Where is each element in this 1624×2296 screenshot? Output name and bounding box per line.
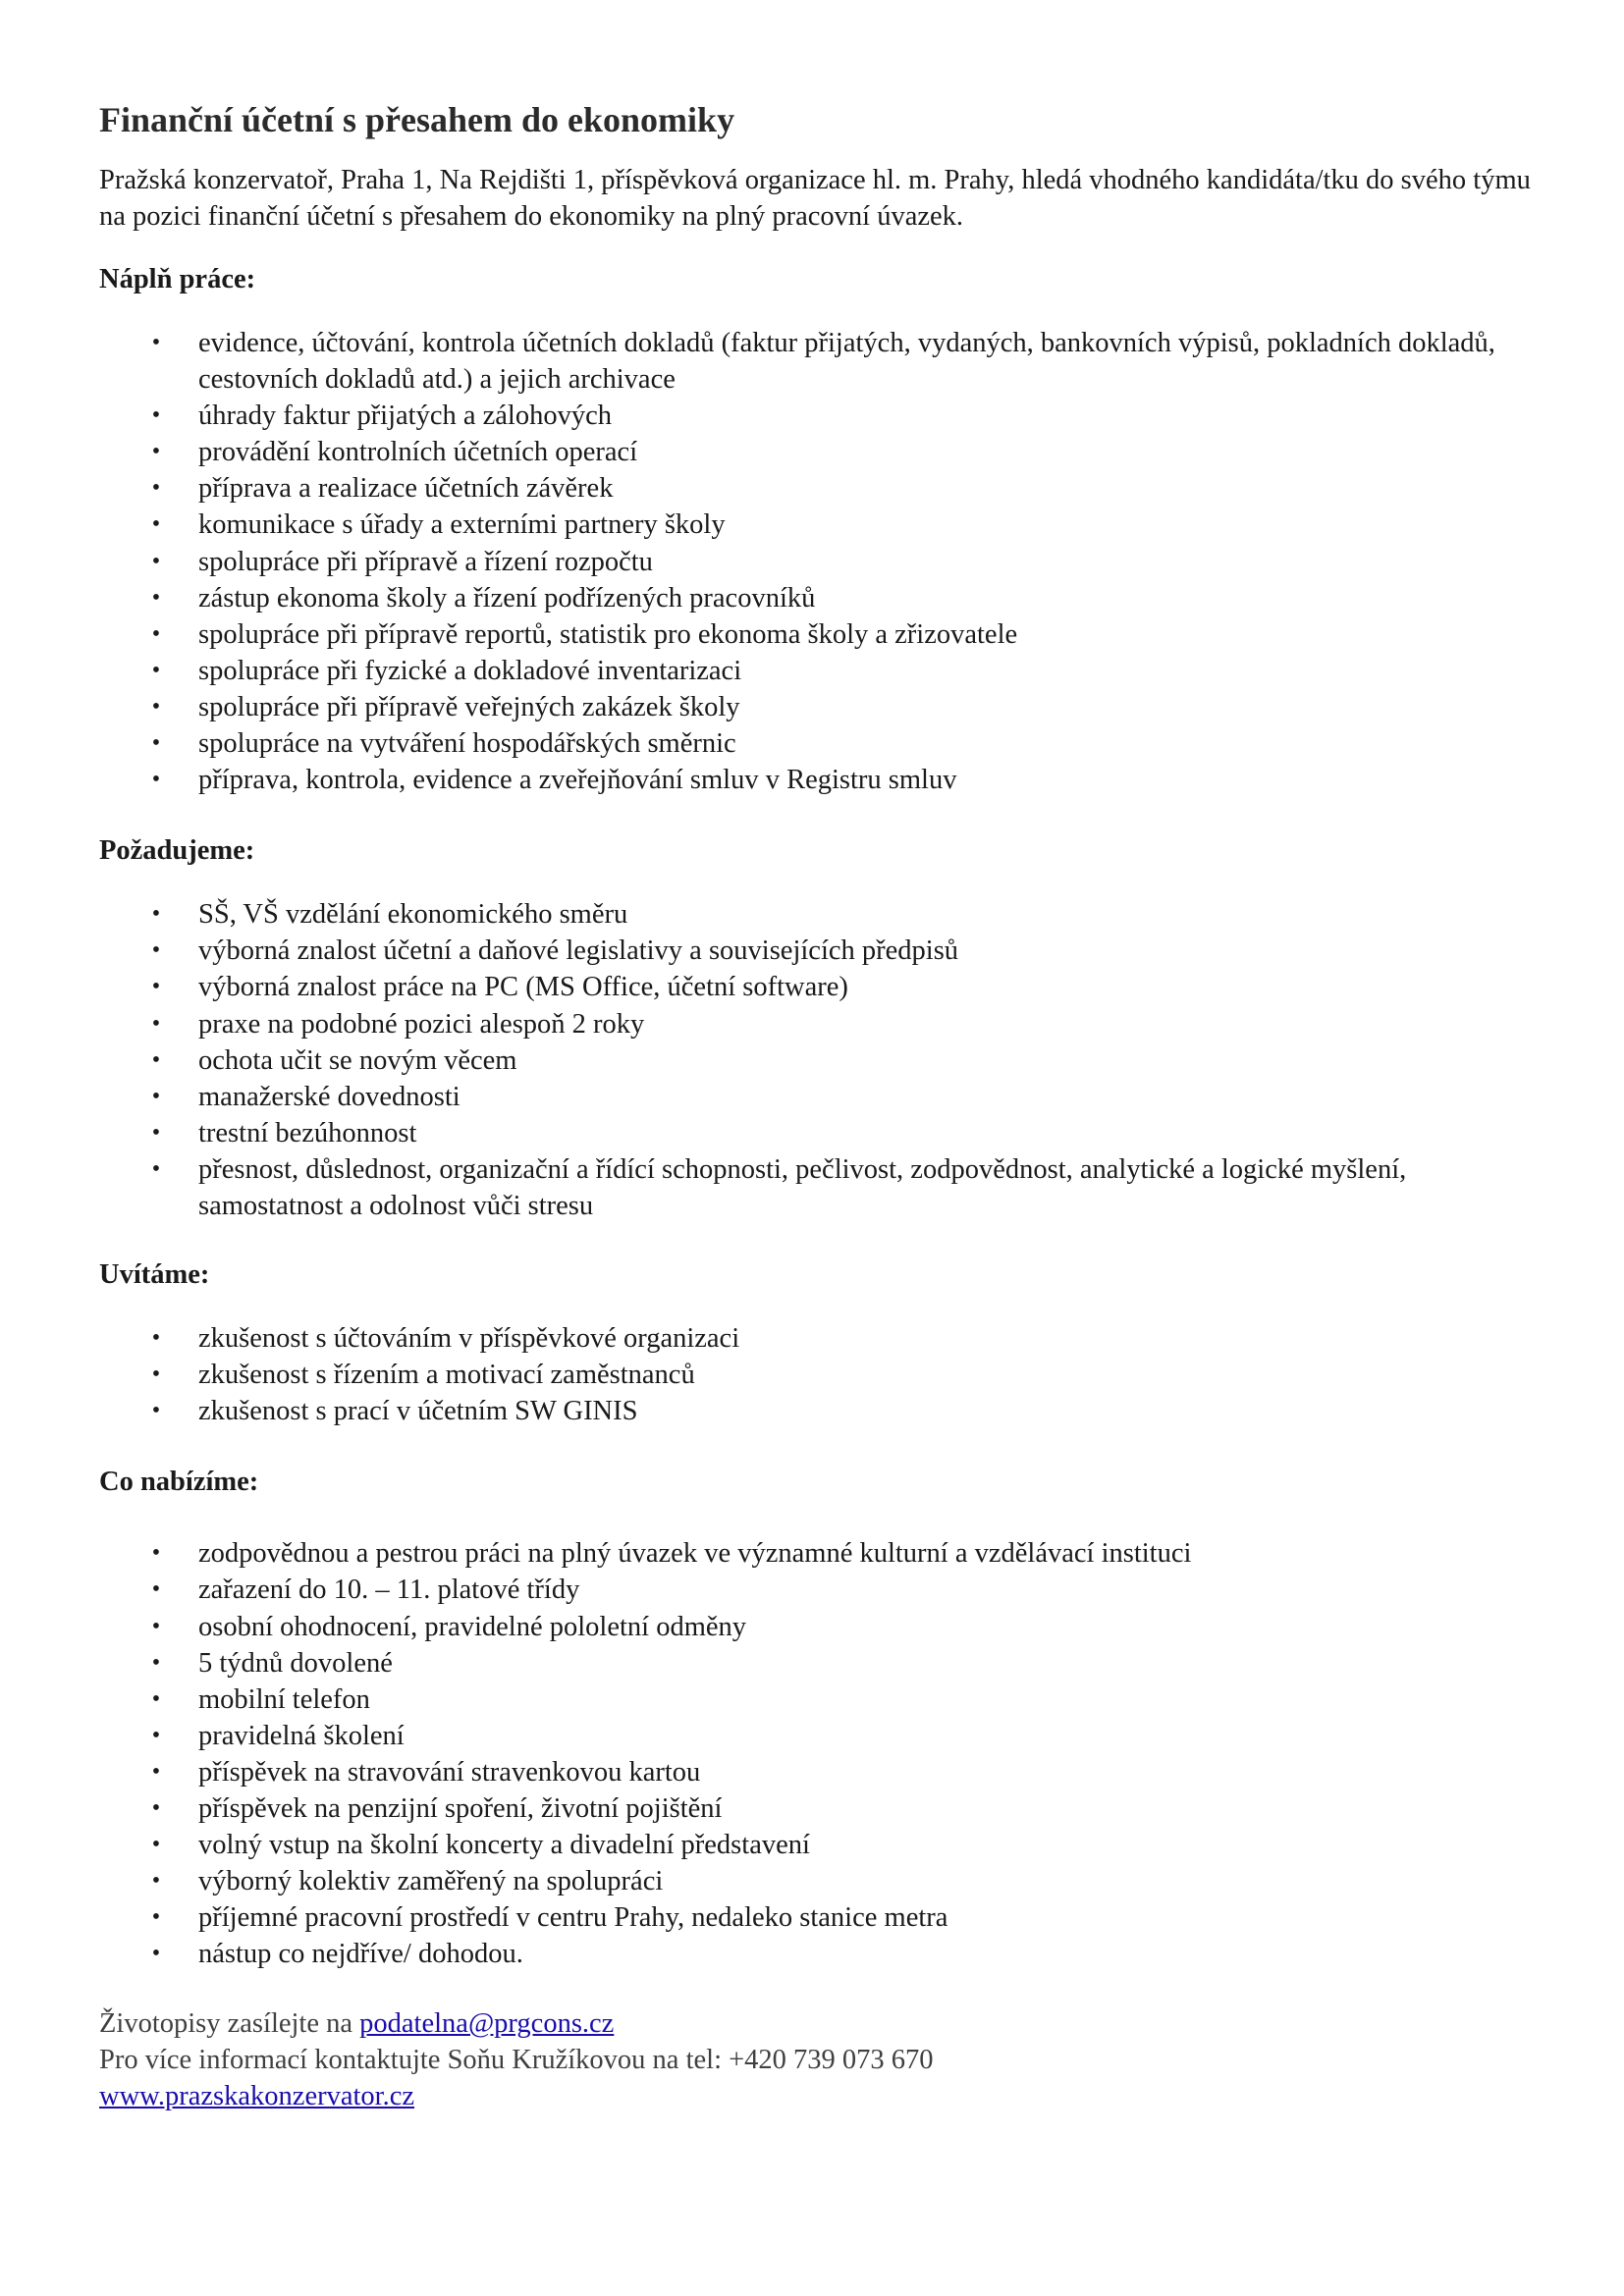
document-page [99,98,1533,2114]
list-item: • provádění kontrolních účetních operací [99,434,1533,470]
page-title: Finanční účetní s přesahem do ekonomiky [99,100,735,139]
list-item: • přesnost, důslednost, organizační a řídící schopnosti, pečlivost, zodpovědnost, analytické a logické myšlení, samostatnost a odolnost vůči stresu [99,1151,1533,1224]
bullet-icon: • [151,1758,161,1785]
list-item: • komunikace s úřady a externími partnery školy [99,507,1533,543]
list-item: • výborná znalost účetní a daňové legislativy a souvisejících předpisů [99,933,1533,969]
bullet-icon: • [151,1941,161,1967]
section-offer [99,1465,1533,1972]
bullet-icon: • [151,937,161,964]
list-item: • příprava, kontrola, evidence a zveřejňování smluv v Registru smluv [99,762,1533,798]
bullet-icon: • [151,1832,161,1858]
list-item: • spolupráce při přípravě a řízení rozpočtu [99,544,1533,580]
bullet-icon: • [151,330,161,355]
bullet-icon: • [151,974,161,1000]
bullet-icon: • [151,548,161,574]
list-item: • zodpovědnou a pestrou práci na plný úvazek ve významné kulturní a vzdělávací instituci [99,1535,1533,1572]
bullet-icon: • [151,1155,161,1182]
section-heading: Uvítáme: [99,1259,210,1291]
section-job-duties [99,262,1533,798]
list-item: • výborný kolektiv zaměřený na spolupráci [99,1863,1533,1899]
bullet-icon: • [151,1722,161,1748]
bullet-icon: • [151,1576,161,1603]
section-welcome [99,1257,1533,1429]
bullet-icon: • [151,1083,161,1109]
list-item: • zařazení do 10. – 11. platové třídy [99,1572,1533,1608]
list-item: • zkušenost s účtováním v příspěvkové organizaci [99,1320,1533,1357]
intro-paragraph: Pražská konzervatoř, Praha 1, Na Rejdišti 1, příspěvková organizace hl. m. Prahy, hledá vhodného kandidáta/tku do svého týmu na pozici finanční účetní s přesahem do ekonomiky na plný pracovní úvazek. [99,165,1531,232]
bullet-list [99,325,1533,798]
list-item: • zkušenost s řízením a motivací zaměstnanců [99,1357,1533,1393]
bullet-icon: • [151,901,161,928]
section-heading: Co nabízíme: [99,1467,259,1498]
bullet-icon: • [151,1010,161,1037]
list-item: • příspěvek na penzijní spoření, životní pojištění [99,1790,1533,1827]
bullet-icon: • [151,1398,161,1424]
bullet-icon: • [151,1868,161,1895]
bullet-icon: • [151,693,161,720]
bullet-list [99,896,1533,1224]
list-item: • příprava a realizace účetních závěrek [99,470,1533,507]
list-item: • trestní bezúhonnost [99,1115,1533,1151]
list-item: • příspěvek na stravování stravenkovou kartou [99,1754,1533,1790]
list-item: • výborná znalost práce na PC (MS Office, účetní software) [99,969,1533,1005]
bullet-list [99,1320,1533,1429]
list-item: • spolupráce při fyzické a dokladové inventarizaci [99,653,1533,689]
bullet-icon: • [151,1046,161,1073]
bullet-icon: • [151,1795,161,1821]
bullet-icon: • [151,1904,161,1931]
list-item: • osobní ohodnocení, pravidelné pololetní odměny [99,1609,1533,1645]
bullet-icon: • [151,1325,161,1352]
list-item: • praxe na podobné pozici alespoň 2 roky [99,1006,1533,1042]
list-item: • úhrady faktur přijatých a zálohových [99,398,1533,434]
bullet-icon: • [151,620,161,647]
section-requirements [99,833,1533,1224]
bullet-icon: • [151,584,161,611]
bullet-icon: • [151,1613,161,1639]
cv-prefix-text: Životopisy zasílejte na [99,2008,360,2040]
list-item: • evidence, účtování, kontrola účetních dokladů (faktur přijatých, vydaných, bankovních výpisů, pokladních dokladů, cestovních dokladů atd.) a jejich archivace [99,325,1533,398]
list-item: • pravidelná školení [99,1718,1533,1754]
section-heading: Náplň práce: [99,264,256,294]
list-item: • zástup ekonoma školy a řízení podřízených pracovníků [99,580,1533,616]
bullet-icon: • [151,511,161,538]
list-item: • spolupráce na vytváření hospodářských směrnic [99,725,1533,762]
contact-footer [99,2005,1533,2114]
list-item: • 5 týdnů dovolené [99,1645,1533,1682]
website-link[interactable]: www.prazskakonzervator.cz [99,2081,415,2112]
list-item: • mobilní telefon [99,1682,1533,1718]
bullet-list [99,1535,1533,1972]
bullet-icon: • [151,439,161,465]
list-item: • příjemné pracovní prostředí v centru Prahy, nedaleko stanice metra [99,1899,1533,1936]
bullet-icon: • [151,475,161,502]
list-item: • nástup co nejdříve/ dohodou. [99,1936,1533,1972]
section-heading: Požadujeme: [99,835,255,867]
bullet-icon: • [151,1362,161,1388]
bullet-icon: • [151,1119,161,1146]
bullet-icon: • [151,1540,161,1567]
list-item: • zkušenost s prací v účetním SW GINIS [99,1393,1533,1429]
contact-line: Pro více informací kontaktujte Soňu Kružíkovou na tel: +420 739 073 670 [99,2045,934,2076]
email-link[interactable]: podatelna@prgcons.cz [359,2008,615,2040]
cv-line [99,2005,1533,2042]
bullet-icon: • [151,402,161,429]
bullet-icon: • [151,657,161,683]
list-item: • SŠ, VŠ vzdělání ekonomického směru [99,896,1533,933]
bullet-icon: • [151,1649,161,1676]
bullet-icon: • [151,730,161,757]
list-item: • manažerské dovednosti [99,1079,1533,1115]
list-item: • spolupráce při přípravě veřejných zakázek školy [99,689,1533,725]
bullet-icon: • [151,767,161,793]
bullet-icon: • [151,1685,161,1712]
list-item: • volný vstup na školní koncerty a divadelní představení [99,1827,1533,1863]
list-item: • spolupráce při přípravě reportů, statistik pro ekonoma školy a zřizovatele [99,616,1533,653]
list-item: • ochota učit se novým věcem [99,1042,1533,1079]
